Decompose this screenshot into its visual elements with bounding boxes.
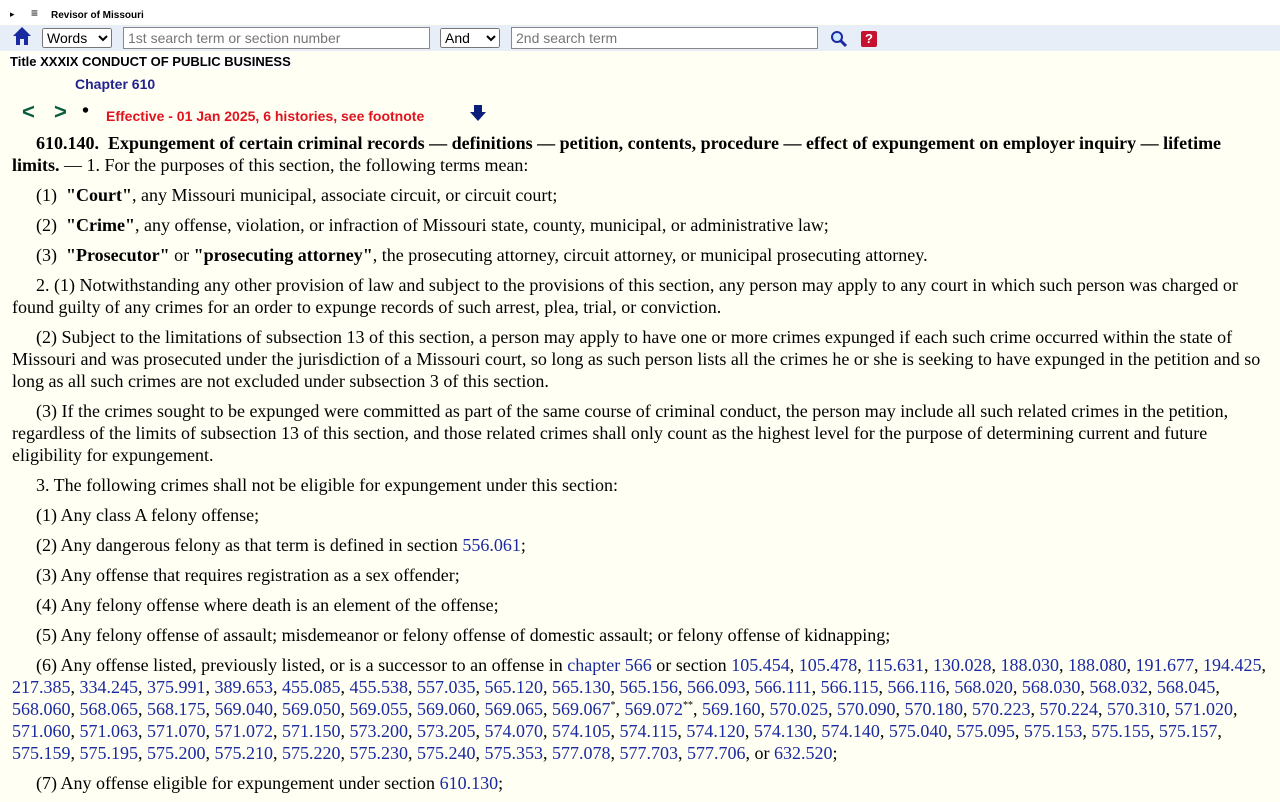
section-intro: — 1. For the purposes of this section, the following terms mean: [59, 155, 529, 175]
section-link[interactable]: 569.050 [282, 699, 341, 719]
section-link[interactable]: 569.160 [702, 699, 761, 719]
section-link[interactable]: 571.070 [147, 721, 206, 741]
bullet-separator: • [82, 100, 90, 122]
paragraph-text: (6) Any offense listed, previously listed, or is a successor to an offense in [36, 655, 568, 675]
section-link[interactable]: 568.045 [1156, 677, 1216, 697]
section-link[interactable]: 569.065 [484, 699, 543, 719]
home-icon[interactable] [12, 26, 32, 46]
site-title[interactable]: Revisor of Missouri [51, 10, 144, 21]
search-bar [0, 25, 1280, 51]
paragraph-2-1: 2. (1) Notwithstanding any other provision of law and subject to the provisions of this section, any person may apply to any court in which such person was charged or found guilty of any crimes for an order to expunge records of such arrest, plea, trial, or conviction. [12, 275, 1238, 317]
section-link[interactable]: 570.090 [837, 699, 896, 719]
section-link[interactable]: 571.020 [1174, 699, 1233, 719]
section-link[interactable]: 191.677 [1135, 655, 1195, 675]
section-link[interactable]: 574.070 [484, 721, 543, 741]
title-heading: Title XXXIX CONDUCT OF PUBLIC BUSINESS [10, 54, 291, 69]
paragraph-3-1: (1) Any class A felony offense; [36, 505, 260, 525]
section-link[interactable]: 573.205 [417, 721, 476, 741]
paragraph-text: or [750, 743, 774, 763]
section-link[interactable]: 105.478 [798, 655, 858, 675]
section-link[interactable]: 570.223 [972, 699, 1031, 719]
effective-date-link[interactable]: Effective - 01 Jan 2025, 6 histories, see footnote [106, 108, 425, 124]
section-link[interactable]: 566.116 [887, 677, 946, 697]
section-link[interactable]: 577.706 [687, 743, 746, 763]
definition-number: (3) [36, 245, 57, 265]
section-heading: Expungement of certain criminal records — definitions — petition, contents, procedure — effect of expungement on employer inquiry — lifetime limits. [12, 133, 1222, 175]
paragraph-2-3: (3) If the crimes sought to be expunged were committed as part of the same course of criminal conduct, the person may include all such related crimes in the petition, regardless of the limits of subsection 13 of this section, and those related crimes shall only count as the highest level for the purpose of determining current and future eligibility for expungement. [12, 401, 1229, 465]
paragraph-text: (7) Any offense eligible for expungement under section [36, 773, 440, 793]
section-link[interactable]: 375.991 [147, 677, 206, 697]
section-link[interactable]: 569.060 [417, 699, 476, 719]
section-link[interactable]: 568.175 [147, 699, 206, 719]
paragraph-3-7 [12, 772, 1268, 794]
section-link[interactable]: 566.111 [754, 677, 812, 697]
definition-text: , the prosecuting attorney, circuit attorney, or municipal prosecuting attorney. [372, 245, 928, 265]
paragraph-2-2: (2) Subject to the limitations of subsection 13 of this section, a person may apply to have one or more crimes expunged if each such crime occurred within the state of Missouri and was prosecuted under the jurisdiction of a Missouri court, so long as such person lists all the crimes he or she is seeking to have expunged in the petition and so long as all such crimes are not excluded under subsection 3 of this section. [12, 327, 1261, 391]
section-link[interactable]: 574.130 [753, 721, 813, 741]
section-link[interactable]: 575.155 [1091, 721, 1150, 741]
section-link[interactable]: 574.105 [552, 721, 611, 741]
definition-term: "prosecuting attorney" [193, 245, 373, 265]
section-link[interactable]: 569.072 [624, 699, 683, 719]
section-link[interactable]: 188.030 [1000, 655, 1060, 675]
section-link[interactable]: 575.240 [417, 743, 476, 763]
section-link[interactable]: 130.028 [933, 655, 992, 675]
definition-prosecutor [12, 244, 1268, 266]
section-link[interactable]: 570.180 [904, 699, 963, 719]
section-link[interactable]: 570.310 [1107, 699, 1166, 719]
help-icon[interactable]: ? [861, 31, 877, 47]
section-link[interactable]: 565.156 [619, 677, 678, 697]
section-link[interactable]: 194.425 [1203, 655, 1262, 675]
definition-court [12, 184, 1268, 206]
definition-term: "Prosecutor" [66, 245, 170, 265]
chapter-link[interactable]: Chapter 610 [75, 76, 156, 92]
section-link[interactable]: 217.385 [12, 677, 71, 697]
section-link[interactable]: 575.157 [1158, 721, 1218, 741]
section-link[interactable]: 569.040 [214, 699, 273, 719]
next-section-button[interactable]: > [54, 99, 67, 124]
paragraph-text: or section [651, 655, 732, 675]
section-link[interactable]: 610.130 [439, 773, 499, 793]
section-link[interactable]: 577.703 [619, 743, 678, 763]
section-link[interactable]: 188.080 [1068, 655, 1127, 675]
section-link[interactable]: 389.653 [214, 677, 273, 697]
section-link[interactable]: 568.060 [12, 699, 71, 719]
definition-text: , any offense, violation, or infraction of Missouri state, county, municipal, or administrative law; [134, 215, 829, 235]
paragraph-text: (2) Any dangerous felony as that term is defined in section [36, 535, 463, 555]
section-link-list: 105.454, 105.478, 115.631, 130.028, 188.030, 188.080, 191.677, 194.425, 217.385, 334.245, 375.991, 389.653, 455.085, 455.538, 557.035, 565.120, 565.130, 565.156, 566.093, 566.111, 566.115, 566.116, 568.020, 568.030, 568.032, 568.045, 568.060, 568.065, 568.175, 569.040, 569.050, 569.055, 569.060, 569.065, 569.067 [12, 655, 1267, 719]
section-link[interactable]: 568.032 [1089, 677, 1148, 697]
section-link[interactable]: 571.150 [282, 721, 341, 741]
section-link[interactable]: 566.093 [687, 677, 746, 697]
section-link[interactable]: 455.538 [349, 677, 408, 697]
paragraph-3-6: (6) Any offense listed, previously listed, or is a successor to an offense in chapter 566 or section 105.454, 105.478, 115.631, 130.028, 188.030, 188.080, 191.677, 194.425, 217.385, 334.245, 375.991, 389.653, 455.085, 455.538, 557.035, 565.120, 565.130, 565.156, 566.093, 566.111, 566.115, 566.116, 568.020, 568.030, 568.032, 568.045, 568.060, 568.065, 568.175, 569.040, 569.050, 569.055, 569.060, 569.065, 569.067*, 569.072**, 569.160, 570.025, 570.090, 570.180, 570.223, 570.224, 570.310, 571.020, 571.060, 571.063, 571.070, 571.072, 571.150, 573.200, 573.205, 574.070, 574.105, 574.115, 574.120, 574.130, 574.140, 575.040, 575.095, 575.153, 575.155, 575.157, 575.159, 575.195, 575.200, 575.210, 575.220, 575.230, 575.240, 575.353, 577.078, 577.703, 577.706, or 632.520; [12, 655, 1267, 763]
search-mode-select[interactable] [42, 28, 112, 48]
section-link[interactable]: 575.220 [282, 743, 341, 763]
previous-section-button[interactable]: < [22, 99, 35, 124]
section-link[interactable]: 565.130 [552, 677, 611, 697]
expand-triangle-icon[interactable]: ▸ [10, 9, 15, 19]
section-link[interactable]: 575.210 [214, 743, 273, 763]
paragraph-3-4: (4) Any felony offense where death is an element of the offense; [36, 595, 499, 615]
paragraph-3-2 [12, 534, 1268, 556]
section-number: 610.140. [36, 133, 99, 153]
section-link[interactable]: 632.520 [774, 743, 833, 763]
section-link[interactable]: 575.230 [349, 743, 408, 763]
section-link[interactable]: 574.140 [821, 721, 880, 741]
footnote-marker: ** [683, 700, 693, 711]
section-link[interactable]: 575.153 [1023, 721, 1083, 741]
section-link[interactable]: 570.224 [1039, 699, 1098, 719]
footnote-marker: * [610, 700, 616, 711]
section-link[interactable]: 334.245 [79, 677, 138, 697]
section-link[interactable]: 574.120 [686, 721, 745, 741]
section-link[interactable]: 575.353 [484, 743, 543, 763]
first-search-term-input[interactable] [123, 27, 430, 49]
section-link[interactable]: 574.115 [619, 721, 678, 741]
section-link[interactable]: 571.072 [214, 721, 273, 741]
definition-term: "Court" [66, 185, 132, 205]
menu-icon[interactable]: ≡ [31, 6, 39, 20]
top-bar [0, 0, 1280, 24]
section-link[interactable]: 115.631 [866, 655, 925, 675]
section-link[interactable]: 575.095 [956, 721, 1015, 741]
definition-connector: or [169, 245, 194, 265]
search-icon[interactable] [830, 30, 848, 48]
second-search-term-input[interactable] [511, 27, 818, 49]
section-link[interactable]: 566.115 [820, 677, 879, 697]
section-link[interactable]: 571.063 [79, 721, 138, 741]
definition-term: "Crime" [66, 215, 135, 235]
paragraph-3-3: (3) Any offense that requires registration as a sex offender; [36, 565, 460, 585]
paragraph-3-5: (5) Any felony offense of assault; misdemeanor or felony offense of domestic assault; or felony offense of kidnapping; [36, 625, 891, 645]
section-link[interactable]: 569.067 [552, 699, 611, 719]
paragraph-text: ; [520, 535, 526, 555]
section-link[interactable]: 573.200 [349, 721, 408, 741]
paragraph-text: ; [832, 743, 838, 763]
section-link[interactable]: 571.060 [12, 721, 71, 741]
paragraph-text: ; [498, 773, 504, 793]
section-link[interactable]: 568.020 [954, 677, 1013, 697]
section-content [12, 132, 1268, 802]
search-operator-select[interactable] [440, 28, 500, 48]
section-link[interactable]: 568.065 [79, 699, 138, 719]
section-link[interactable]: 105.454 [731, 655, 790, 675]
section-link[interactable]: 565.120 [484, 677, 543, 697]
section-link[interactable]: 557.035 [417, 677, 476, 697]
section-link[interactable]: 569.055 [349, 699, 408, 719]
section-link[interactable]: 568.030 [1021, 677, 1081, 697]
definition-number: (1) [36, 185, 57, 205]
section-link[interactable]: 455.085 [282, 677, 341, 697]
section-link[interactable]: 575.159 [12, 743, 71, 763]
definition-crime [12, 214, 1268, 236]
section-link[interactable]: 575.195 [79, 743, 138, 763]
paragraph-3: 3. The following crimes shall not be eligible for expungement under this section: [36, 475, 619, 495]
section-link[interactable]: 575.200 [147, 743, 206, 763]
section-link[interactable]: 575.040 [888, 721, 948, 741]
section-link[interactable]: 556.061 [462, 535, 521, 555]
section-link-list: 569.160, 570.025, 570.090, 570.180, 570.223, 570.224, 570.310, 571.020, 571.060, 571.063, 571.070, 571.072, 571.150, 573.200, 573.205, 574.070, 574.105, 574.115, 574.120, 574.130, 574.140, 575.040, 575.095, 575.153, 575.155, 575.157, 575.159, 575.195, 575.200, 575.210, 575.220, 575.230, 575.240, 575.353, 577.078, 577.703, 577.706, [12, 699, 1238, 763]
definition-text: , any Missouri municipal, associate circuit, or circuit court; [131, 185, 558, 205]
section-link[interactable]: 577.078 [552, 743, 611, 763]
chapter-566-link[interactable]: chapter 566 [567, 655, 652, 675]
section-heading-paragraph [12, 132, 1268, 176]
section-link[interactable]: 570.025 [769, 699, 828, 719]
down-arrow-icon[interactable] [469, 104, 487, 122]
definition-number: (2) [36, 215, 57, 235]
